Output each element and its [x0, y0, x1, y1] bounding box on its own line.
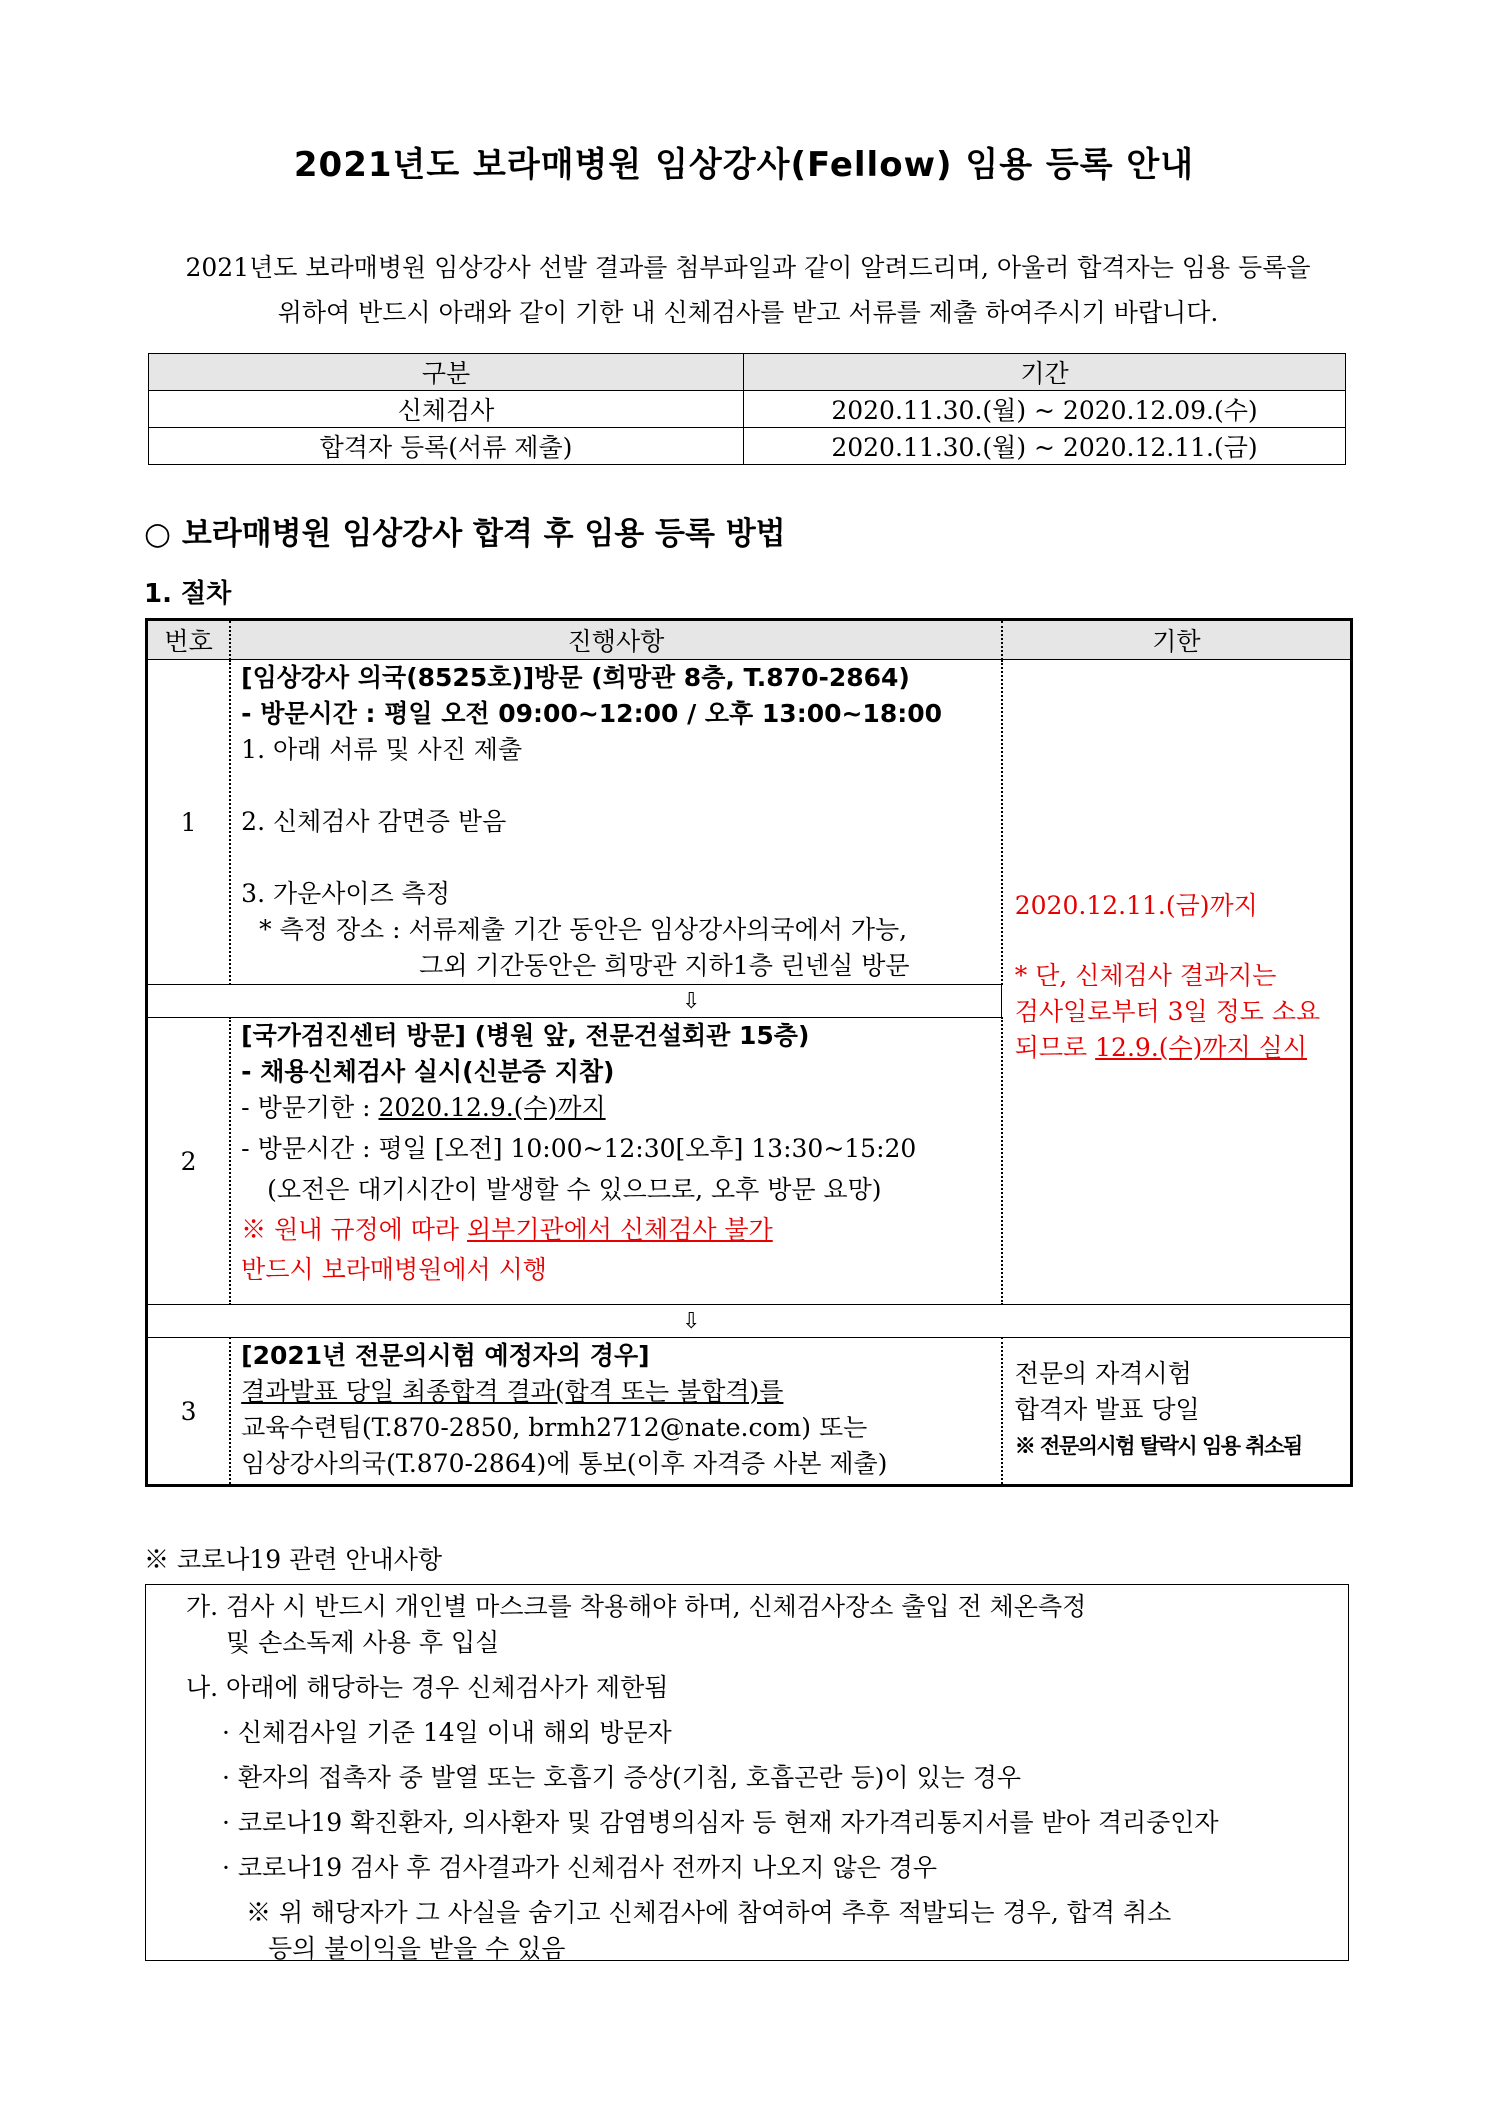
arrow-row	[147, 1305, 1352, 1338]
period-table	[148, 353, 1346, 465]
deadline-date: 2020.12.11.(금)까지	[1014, 891, 1258, 920]
deadline-note: * 단, 신체검사 결과지는	[1014, 961, 1277, 990]
step1-line: - 방문시간 : 평일 오전 09:00~12:00 / 오후 13:00~18:00	[241, 699, 943, 728]
step2-line: [국가검진센터 방문] (병원 앞, 전문건설회관 15층)	[241, 1021, 810, 1050]
step2-line: - 채용신체검사 실시(신분증 지참)	[241, 1057, 615, 1086]
period-table-header	[149, 354, 1346, 391]
step3-deadline-line: 합격자 발표 당일	[1014, 1395, 1200, 1424]
cell-category: 신체검사	[149, 391, 744, 428]
step-number: 3	[147, 1338, 231, 1486]
intro-line: 위하여 반드시 아래와 같이 기한 내 신체검사를 받고 서류를 제출 하여주시기 바랍니다.	[277, 298, 1219, 327]
step3-deadline-line: ※ 전문의시험 탈락시 임용 취소됨	[1014, 1433, 1302, 1458]
section-title: ○ 보라매병원 임상강사 합격 후 임용 등록 방법	[144, 516, 786, 552]
intro-line: 2021년도 보라매병원 임상강사 선발 결과를 첨부파일과 같이 알려드리며, 아울러 합격자는 임용 등록을	[185, 253, 1311, 282]
covid-line: ※ 위 해당자가 그 사실을 숨기고 신체검사에 참여하여 추후 적발되는 경우, 합격 취소	[246, 1898, 1172, 1927]
step1-line: 1. 아래 서류 및 사진 제출	[241, 735, 523, 764]
step-number: 1	[147, 660, 231, 985]
step3-line: 임상강사의국(T.870-2864)에 통보(이후 자격증 사본 제출)	[241, 1449, 888, 1478]
table-row	[147, 660, 1352, 985]
step3-deadline-line: 전문의 자격시험	[1014, 1359, 1192, 1388]
arrow-spacer	[147, 1305, 231, 1338]
step2-line: (오전은 대기시간이 발생할 수 있으므로, 오후 방문 요망)	[267, 1175, 882, 1204]
step3-line: [2021년 전문의시험 예정자의 경우]	[241, 1341, 650, 1370]
step-content	[230, 1018, 1002, 1305]
deadline-note: 검사일로부터 3일 정도 소요	[1014, 997, 1321, 1026]
step1-line: 그외 기간동안은 희망관 지하1층 린넨실 방문	[419, 951, 910, 980]
covid-line: 나. 아래에 해당하는 경우 신체검사가 제한됨	[186, 1673, 669, 1702]
cell-category: 합격자 등록(서류 제출)	[149, 428, 744, 465]
step2-line: - 방문시간 : 평일 [오전] 10:00~12:30[오후] 13:30~15:20	[241, 1134, 917, 1163]
cell-period: 2020.11.30.(월) ~ 2020.12.11.(금)	[744, 428, 1346, 465]
covid-line: · 코로나19 검사 후 검사결과가 신체검사 전까지 나오지 않은 경우	[222, 1853, 938, 1882]
step1-line: * 측정 장소 : 서류제출 기간 동안은 임상강사의국에서 가능,	[259, 915, 908, 944]
covid-line: · 신체검사일 기준 14일 이내 해외 방문자	[222, 1718, 672, 1747]
arrow-spacer	[147, 985, 231, 1018]
step3-deadline	[1002, 1338, 1352, 1486]
covid-notice-box	[145, 1584, 1349, 1961]
table-row	[147, 1338, 1352, 1486]
step3-line: 결과발표 당일 최종합격 결과(합격 또는 불합격)를	[241, 1377, 784, 1406]
header-category: 구분	[149, 354, 744, 391]
step1-line: 2. 신체검사 감면증 받음	[241, 807, 507, 836]
subsection-title: 1. 절차	[144, 579, 232, 609]
down-arrow-icon: ⇩	[230, 985, 1002, 1018]
header-steps: 진행사항	[230, 620, 1002, 660]
covid-line: 및 손소독제 사용 후 입실	[226, 1628, 500, 1657]
intro-paragraph	[150, 245, 1346, 335]
step1-2-deadline	[1002, 660, 1352, 1305]
header-period: 기간	[744, 354, 1346, 391]
procedure-table	[145, 618, 1353, 1487]
step-number: 2	[147, 1018, 231, 1305]
step2-line: - 방문기한 : 2020.12.9.(수)까지	[241, 1093, 606, 1122]
covid-heading: ※ 코로나19 관련 안내사항	[144, 1545, 443, 1574]
header-deadline: 기한	[1002, 620, 1352, 660]
step-content	[230, 660, 1002, 985]
procedure-table-header	[147, 620, 1352, 660]
table-row	[149, 391, 1346, 428]
covid-line: · 코로나19 확진환자, 의사환자 및 감염병의심자 등 현재 자가격리통지서를 받아 격리중인자	[222, 1808, 1219, 1837]
down-arrow-icon: ⇩	[230, 1305, 1351, 1338]
deadline-note: 되므로 12.9.(수)까지 실시	[1014, 1033, 1307, 1062]
step2-warning: 반드시 보라매병원에서 시행	[241, 1255, 547, 1284]
step1-line: 3. 가운사이즈 측정	[241, 879, 450, 908]
covid-line: · 환자의 접촉자 중 발열 또는 호흡기 증상(기침, 호흡곤란 등)이 있는 경우	[222, 1763, 1022, 1792]
step3-line: 교육수련팀(T.870-2850, brmh2712@nate.com) 또는	[241, 1413, 868, 1442]
covid-line: 가. 검사 시 반드시 개인별 마스크를 착용해야 하며, 신체검사장소 출입 전 체온측정	[186, 1592, 1087, 1621]
step-content	[230, 1338, 1002, 1486]
step1-line: [임상강사 의국(8525호)]방문 (희망관 8층, T.870-2864)	[241, 663, 910, 692]
cell-period: 2020.11.30.(월) ~ 2020.12.09.(수)	[744, 391, 1346, 428]
covid-line: 등의 불이익을 받을 수 있음	[268, 1934, 566, 1963]
table-row	[149, 428, 1346, 465]
header-number: 번호	[147, 620, 231, 660]
step2-warning: ※ 원내 규정에 따라 외부기관에서 신체검사 불가	[241, 1215, 773, 1244]
page-title: 2021년도 보라매병원 임상강사(Fellow) 임용 등록 안내	[293, 145, 1195, 185]
